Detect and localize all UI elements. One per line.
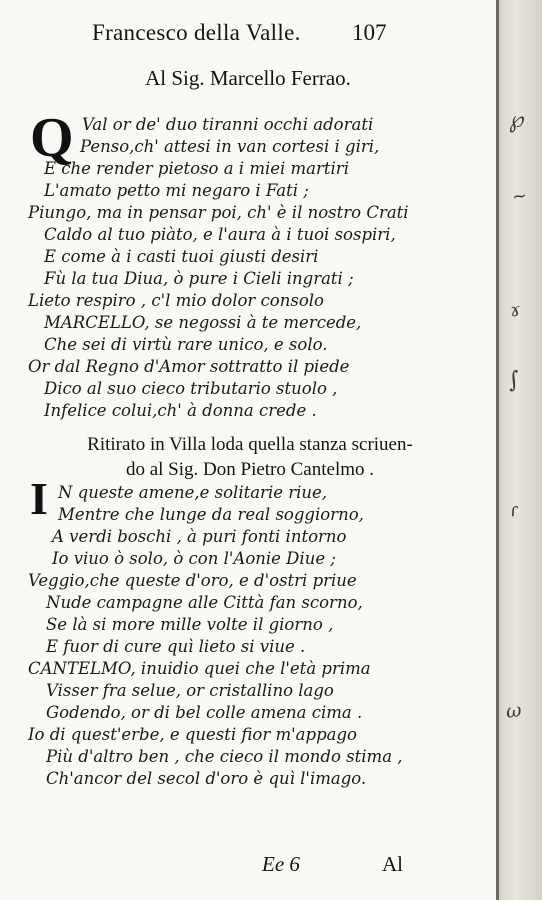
handwriting-mark: ɤ	[508, 299, 522, 322]
running-title: Francesco della Valle.	[92, 20, 301, 45]
poem1-dropcap: Q	[30, 107, 74, 169]
poem1-line-12: Or dal Regno d'Amor sottratto il piede	[28, 357, 350, 376]
poem2-line-6: Nude campagne alle Città fan scorno,	[46, 593, 363, 612]
poem2-line-5: Veggio,che queste d'oro, e d'ostri priue	[28, 571, 357, 590]
poem2-line-13: Più d'altro ben , che cieco il mondo stima ,	[46, 747, 403, 766]
poem1-line-3: E che render pietoso a i miei martiri	[44, 159, 349, 178]
catchword: Al	[382, 852, 403, 876]
handwriting-mark: ℘	[506, 107, 526, 134]
poem2-line-9: CANTELMO, inuidio quei che l'età prima	[28, 659, 371, 678]
handwriting-mark: ɾ	[508, 499, 520, 522]
poem1-line-7: E come à i casti tuoi giusti desiri	[44, 247, 319, 266]
page-header	[0, 20, 496, 54]
poem1-line-4: L'amato petto mi negaro i Fati ;	[44, 181, 309, 200]
poem2-line-10: Visser fra selue, or cristallino lago	[46, 681, 334, 700]
poem2-dropcap: I	[30, 473, 48, 524]
handwriting-mark: ω	[504, 699, 523, 723]
adjacent-page-edge	[496, 0, 542, 900]
poem2-line-4: Io viuo ò solo, ò con l'Aonie Diue ;	[52, 549, 336, 568]
handwriting-mark: ∫	[506, 367, 522, 394]
poem1-dedication: Al Sig. Marcello Ferrao.	[145, 66, 351, 90]
poem1-line-10: MARCELLO, se negossi à te mercede,	[44, 313, 362, 332]
poem2-line-2: Mentre che lunge da real soggiorno,	[58, 505, 364, 524]
poem1-line-14: Infelice colui,ch' à donna crede .	[44, 401, 317, 420]
poem1-line-13: Dico al suo cieco tributario stuolo ,	[44, 379, 338, 398]
poem2-line-7: Se là si more mille volte il giorno ,	[46, 615, 334, 634]
poem2-line-12: Io di quest'erbe, e questi fior m'appago	[28, 725, 357, 744]
poem1-line-8: Fù la tua Diua, ò pure i Cieli ingrati ;	[44, 269, 354, 288]
poem1-line-6: Caldo al tuo piàto, e l'aura à i tuoi sospiri,	[44, 225, 396, 244]
handwriting-mark: ~	[510, 185, 529, 208]
poem1-line-9: Lieto respiro , c'l mio dolor consolo	[28, 291, 324, 310]
poem2-line-11: Godendo, or di bel colle amena cima .	[46, 703, 363, 722]
poem2-heading-line-1: Ritirato in Villa loda quella stanza scriuen-	[87, 434, 413, 455]
page-number: 107	[352, 20, 387, 45]
poem2-heading-line-2: do al Sig. Don Pietro Cantelmo .	[125, 459, 375, 480]
signature-mark: Ee 6	[262, 852, 300, 876]
poem2-line-14: Ch'ancor del secol d'oro è quì l'imago.	[46, 769, 367, 788]
poem1-line-5: Piungo, ma in pensar poi, ch' è il nostro Crati	[28, 203, 409, 222]
poem1-line-2: Penso,ch' attesi in van cortesi i giri,	[80, 137, 380, 156]
poem1-line-11: Che sei di virtù rare unico, e solo.	[44, 335, 328, 354]
poem1-line-1: Val or de' duo tiranni occhi adorati	[82, 115, 374, 134]
poem2-heading	[30, 432, 470, 482]
poem2-line-8: E fuor di cure quì lieto si viue .	[46, 637, 306, 656]
poem2-line-1: N queste amene,e solitarie riue,	[58, 483, 328, 502]
poem2-line-3: A verdi boschi , à puri fonti intorno	[52, 527, 347, 546]
